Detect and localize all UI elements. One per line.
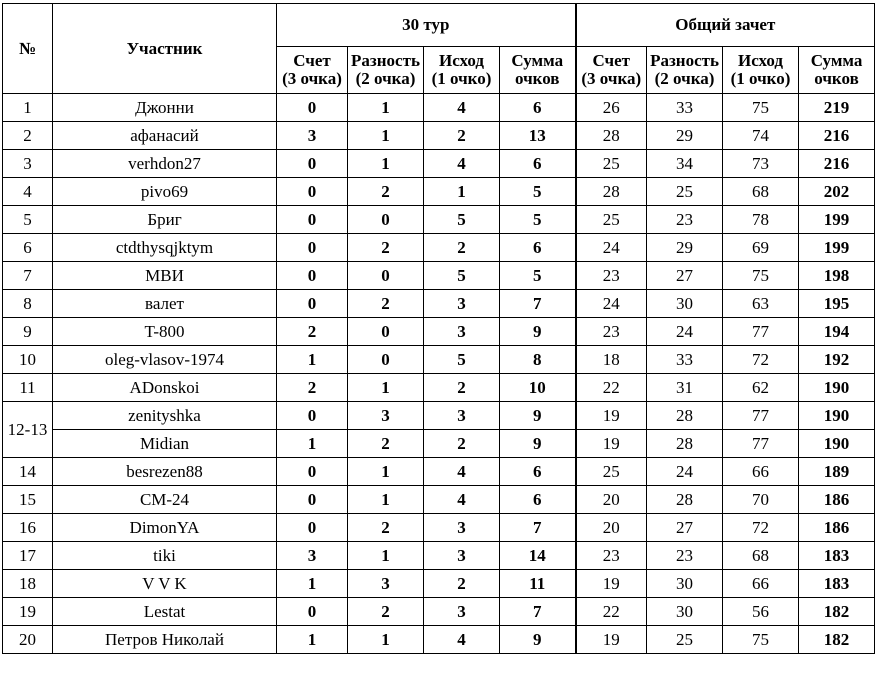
tour-sum-cell: 11	[500, 570, 576, 598]
tour-diff-cell: 2	[348, 598, 424, 626]
table-row	[3, 374, 875, 402]
table-row	[3, 150, 875, 178]
participant-name: МВИ	[53, 262, 277, 290]
table-row	[3, 234, 875, 262]
tour-sum-cell: 9	[500, 626, 576, 654]
rank-cell: 18	[3, 570, 53, 598]
tour-outcome-cell: 3	[424, 542, 500, 570]
tour-diff-cell: 0	[348, 318, 424, 346]
total-sum-cell: 198	[799, 262, 875, 290]
rank-cell: 12-13	[3, 402, 53, 458]
tour-diff-cell: 1	[348, 458, 424, 486]
total-score-cell: 22	[576, 374, 647, 402]
tour-diff-cell: 1	[348, 542, 424, 570]
participant-name: DimonYA	[53, 514, 277, 542]
tour-sum-cell: 9	[500, 318, 576, 346]
total-outcome-cell: 72	[723, 514, 799, 542]
tour-outcome-cell: 3	[424, 318, 500, 346]
table-row	[3, 626, 875, 654]
tour-col-header	[424, 47, 500, 94]
tour-col-header	[500, 47, 576, 94]
total-outcome-cell: 69	[723, 234, 799, 262]
tour-score-cell: 3	[277, 542, 348, 570]
rank-cell: 17	[3, 542, 53, 570]
tour-outcome-cell: 1	[424, 178, 500, 206]
rank-cell: 19	[3, 598, 53, 626]
tour-score-cell: 1	[277, 570, 348, 598]
total-sum-cell: 202	[799, 178, 875, 206]
total-outcome-cell: 74	[723, 122, 799, 150]
total-outcome-cell: 68	[723, 178, 799, 206]
rank-cell: 3	[3, 150, 53, 178]
total-score-cell: 20	[576, 514, 647, 542]
tour-outcome-cell: 3	[424, 514, 500, 542]
participant-name: pivo69	[53, 178, 277, 206]
total-sum-cell: 186	[799, 486, 875, 514]
tour-sum-cell: 8	[500, 346, 576, 374]
tour-sum-cell: 9	[500, 402, 576, 430]
total-sum-cell: 190	[799, 374, 875, 402]
tour-sum-cell: 6	[500, 234, 576, 262]
tour-diff-cell: 2	[348, 430, 424, 458]
tour-sum-cell: 6	[500, 486, 576, 514]
total-score-cell: 25	[576, 458, 647, 486]
table-row	[3, 290, 875, 318]
total-score-cell: 23	[576, 318, 647, 346]
table-row	[3, 458, 875, 486]
tour-sum-cell: 10	[500, 374, 576, 402]
tour-score-cell: 1	[277, 626, 348, 654]
total-sum-cell: 192	[799, 346, 875, 374]
tour-sum-cell: 14	[500, 542, 576, 570]
tour-diff-cell: 2	[348, 290, 424, 318]
total-outcome-cell: 56	[723, 598, 799, 626]
col-header-line2: очков	[814, 69, 859, 88]
total-diff-cell: 25	[647, 178, 723, 206]
col-header-line1: Разность	[650, 51, 719, 70]
total-score-cell: 28	[576, 122, 647, 150]
tour-col-header	[348, 47, 424, 94]
tour-sum-cell: 5	[500, 178, 576, 206]
tour-score-cell: 0	[277, 458, 348, 486]
participant-name: валет	[53, 290, 277, 318]
total-col-header	[799, 47, 875, 94]
total-diff-cell: 30	[647, 598, 723, 626]
total-outcome-cell: 75	[723, 626, 799, 654]
total-sum-cell: 199	[799, 234, 875, 262]
total-outcome-cell: 73	[723, 150, 799, 178]
rank-cell: 2	[3, 122, 53, 150]
table-row	[3, 598, 875, 626]
table-row	[3, 122, 875, 150]
total-sum-cell: 189	[799, 458, 875, 486]
rank-cell: 11	[3, 374, 53, 402]
tour-sum-cell: 6	[500, 458, 576, 486]
tour-outcome-cell: 3	[424, 598, 500, 626]
tour-outcome-cell: 2	[424, 430, 500, 458]
col-header-line2: (3 очка)	[282, 69, 342, 88]
rank-cell: 15	[3, 486, 53, 514]
header-tour: 30 тур	[277, 4, 576, 47]
total-sum-cell: 195	[799, 290, 875, 318]
tour-score-cell: 0	[277, 262, 348, 290]
table-row	[3, 402, 875, 430]
tour-diff-cell: 2	[348, 234, 424, 262]
total-diff-cell: 23	[647, 206, 723, 234]
total-diff-cell: 30	[647, 570, 723, 598]
table-row	[3, 570, 875, 598]
header-participant: Участник	[53, 4, 277, 94]
participant-name: verhdon27	[53, 150, 277, 178]
tour-outcome-cell: 2	[424, 122, 500, 150]
col-header-line1: Исход	[438, 51, 484, 70]
tour-score-cell: 3	[277, 122, 348, 150]
rank-cell: 5	[3, 206, 53, 234]
total-outcome-cell: 72	[723, 346, 799, 374]
tour-sum-cell: 7	[500, 290, 576, 318]
table-row	[3, 514, 875, 542]
total-score-cell: 19	[576, 570, 647, 598]
total-outcome-cell: 68	[723, 542, 799, 570]
total-score-cell: 23	[576, 542, 647, 570]
participant-name: zenityshka	[53, 402, 277, 430]
participant-name: ADonskoi	[53, 374, 277, 402]
col-header-line2: (2 очка)	[355, 69, 416, 88]
rank-cell: 1	[3, 94, 53, 122]
col-header-line2: (1 очко)	[730, 69, 791, 88]
total-score-cell: 25	[576, 206, 647, 234]
tour-outcome-cell: 4	[424, 150, 500, 178]
total-diff-cell: 33	[647, 94, 723, 122]
tour-diff-cell: 3	[348, 402, 424, 430]
total-outcome-cell: 77	[723, 318, 799, 346]
tour-outcome-cell: 4	[424, 486, 500, 514]
participant-name: Бриг	[53, 206, 277, 234]
rank-cell: 14	[3, 458, 53, 486]
tour-diff-cell: 2	[348, 514, 424, 542]
standings-table	[2, 3, 875, 654]
tour-sum-cell: 5	[500, 262, 576, 290]
participant-name: besrezen88	[53, 458, 277, 486]
total-diff-cell: 29	[647, 122, 723, 150]
table-row	[3, 206, 875, 234]
participant-name: Lestat	[53, 598, 277, 626]
rank-cell: 8	[3, 290, 53, 318]
participant-name: CM-24	[53, 486, 277, 514]
total-sum-cell: 216	[799, 122, 875, 150]
total-sum-cell: 186	[799, 514, 875, 542]
tour-diff-cell: 2	[348, 178, 424, 206]
total-score-cell: 22	[576, 598, 647, 626]
tour-score-cell: 1	[277, 430, 348, 458]
tour-diff-cell: 1	[348, 94, 424, 122]
col-header-line2: (3 очка)	[581, 69, 642, 88]
total-score-cell: 28	[576, 178, 647, 206]
tour-sum-cell: 6	[500, 94, 576, 122]
table-row	[3, 262, 875, 290]
tour-score-cell: 0	[277, 234, 348, 262]
total-score-cell: 20	[576, 486, 647, 514]
tour-outcome-cell: 3	[424, 402, 500, 430]
total-outcome-cell: 78	[723, 206, 799, 234]
tour-diff-cell: 1	[348, 150, 424, 178]
total-score-cell: 25	[576, 150, 647, 178]
tour-diff-cell: 1	[348, 486, 424, 514]
total-sum-cell: 182	[799, 626, 875, 654]
table-row	[3, 178, 875, 206]
col-header-line2: очков	[515, 69, 560, 88]
tour-outcome-cell: 4	[424, 626, 500, 654]
total-outcome-cell: 75	[723, 262, 799, 290]
tour-outcome-cell: 4	[424, 458, 500, 486]
total-sum-cell: 199	[799, 206, 875, 234]
tour-sum-cell: 7	[500, 514, 576, 542]
total-sum-cell: 183	[799, 570, 875, 598]
total-diff-cell: 24	[647, 318, 723, 346]
total-sum-cell: 190	[799, 430, 875, 458]
tour-score-cell: 0	[277, 290, 348, 318]
total-diff-cell: 24	[647, 458, 723, 486]
total-score-cell: 19	[576, 626, 647, 654]
rank-cell: 9	[3, 318, 53, 346]
tour-outcome-cell: 5	[424, 346, 500, 374]
participant-name: афанасий	[53, 122, 277, 150]
total-sum-cell: 182	[799, 598, 875, 626]
tour-diff-cell: 1	[348, 374, 424, 402]
total-outcome-cell: 77	[723, 402, 799, 430]
tour-sum-cell: 6	[500, 150, 576, 178]
rank-cell: 6	[3, 234, 53, 262]
total-sum-cell: 194	[799, 318, 875, 346]
col-header-line2: (1 очко)	[431, 69, 492, 88]
rank-cell: 20	[3, 626, 53, 654]
col-header-line1: Счет	[293, 51, 331, 70]
tour-sum-cell: 5	[500, 206, 576, 234]
total-outcome-cell: 66	[723, 570, 799, 598]
table-row	[3, 94, 875, 122]
tour-score-cell: 0	[277, 94, 348, 122]
tour-diff-cell: 0	[348, 346, 424, 374]
total-score-cell: 26	[576, 94, 647, 122]
total-diff-cell: 28	[647, 402, 723, 430]
total-score-cell: 19	[576, 430, 647, 458]
total-col-header	[576, 47, 647, 94]
tour-score-cell: 0	[277, 486, 348, 514]
tour-diff-cell: 0	[348, 262, 424, 290]
participant-name: T-800	[53, 318, 277, 346]
table-row	[3, 346, 875, 374]
tour-diff-cell: 1	[348, 122, 424, 150]
total-diff-cell: 27	[647, 262, 723, 290]
tour-outcome-cell: 2	[424, 234, 500, 262]
total-diff-cell: 34	[647, 150, 723, 178]
tour-diff-cell: 0	[348, 206, 424, 234]
participant-name: ctdthysqjktym	[53, 234, 277, 262]
tour-diff-cell: 1	[348, 626, 424, 654]
total-diff-cell: 27	[647, 514, 723, 542]
total-outcome-cell: 62	[723, 374, 799, 402]
col-header-line1: Сумма	[511, 51, 564, 70]
rank-cell: 7	[3, 262, 53, 290]
total-outcome-cell: 77	[723, 430, 799, 458]
total-col-header	[723, 47, 799, 94]
tour-outcome-cell: 2	[424, 570, 500, 598]
tour-outcome-cell: 4	[424, 94, 500, 122]
participant-name: Midian	[53, 430, 277, 458]
total-diff-cell: 28	[647, 430, 723, 458]
total-diff-cell: 30	[647, 290, 723, 318]
rank-cell: 10	[3, 346, 53, 374]
total-score-cell: 19	[576, 402, 647, 430]
total-outcome-cell: 75	[723, 94, 799, 122]
total-outcome-cell: 63	[723, 290, 799, 318]
rank-cell: 16	[3, 514, 53, 542]
tour-score-cell: 1	[277, 346, 348, 374]
total-diff-cell: 31	[647, 374, 723, 402]
col-header-line2: (2 очка)	[654, 69, 715, 88]
total-diff-cell: 23	[647, 542, 723, 570]
participant-name: oleg-vlasov-1974	[53, 346, 277, 374]
col-header-line1: Разность	[351, 51, 420, 70]
total-outcome-cell: 66	[723, 458, 799, 486]
total-sum-cell: 190	[799, 402, 875, 430]
col-header-line1: Счет	[592, 51, 631, 70]
tour-score-cell: 2	[277, 374, 348, 402]
total-score-cell: 24	[576, 234, 647, 262]
tour-col-header	[277, 47, 348, 94]
total-score-cell: 18	[576, 346, 647, 374]
col-header-line1: Исход	[738, 51, 784, 70]
total-sum-cell: 219	[799, 94, 875, 122]
participant-name: V V K	[53, 570, 277, 598]
tour-score-cell: 0	[277, 598, 348, 626]
table-row	[3, 430, 875, 458]
total-diff-cell: 25	[647, 626, 723, 654]
total-col-header	[647, 47, 723, 94]
participant-name: Петров Николай	[53, 626, 277, 654]
participant-name: tiki	[53, 542, 277, 570]
total-score-cell: 24	[576, 290, 647, 318]
total-diff-cell: 29	[647, 234, 723, 262]
tour-diff-cell: 3	[348, 570, 424, 598]
tour-outcome-cell: 5	[424, 262, 500, 290]
tour-outcome-cell: 5	[424, 206, 500, 234]
table-row	[3, 542, 875, 570]
tour-sum-cell: 9	[500, 430, 576, 458]
participant-name: Джонни	[53, 94, 277, 122]
table-row	[3, 486, 875, 514]
header-total: Общий зачет	[576, 4, 875, 47]
tour-sum-cell: 7	[500, 598, 576, 626]
tour-sum-cell: 13	[500, 122, 576, 150]
tour-score-cell: 0	[277, 178, 348, 206]
tour-score-cell: 0	[277, 514, 348, 542]
tour-score-cell: 0	[277, 150, 348, 178]
header-num: №	[3, 4, 53, 94]
total-sum-cell: 183	[799, 542, 875, 570]
tour-outcome-cell: 3	[424, 290, 500, 318]
table-body	[3, 94, 875, 654]
tour-score-cell: 2	[277, 318, 348, 346]
col-header-line1: Сумма	[810, 51, 863, 70]
total-diff-cell: 28	[647, 486, 723, 514]
tour-outcome-cell: 2	[424, 374, 500, 402]
total-sum-cell: 216	[799, 150, 875, 178]
tour-score-cell: 0	[277, 206, 348, 234]
total-diff-cell: 33	[647, 346, 723, 374]
table-row	[3, 318, 875, 346]
total-score-cell: 23	[576, 262, 647, 290]
total-outcome-cell: 70	[723, 486, 799, 514]
rank-cell: 4	[3, 178, 53, 206]
tour-score-cell: 0	[277, 402, 348, 430]
